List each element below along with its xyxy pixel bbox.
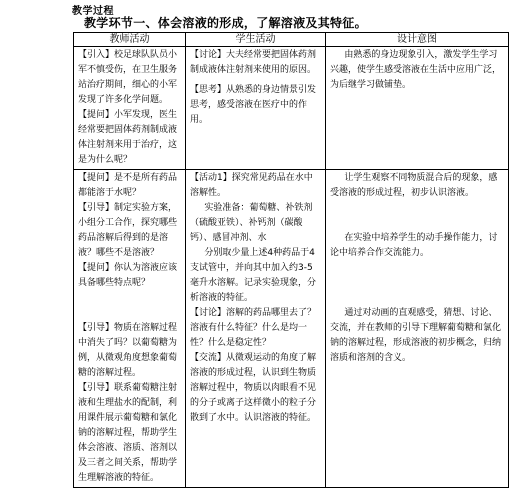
header-student-activity: 学生活动 [186,33,326,47]
section-heading: 教学过程 [72,6,114,17]
table-header-row [74,33,509,47]
design-intent-cell [326,47,509,170]
intent-text: 让学生观察不同物质混合后的现象，感受溶液的形成过程，初步认识溶液。 [330,173,498,198]
teacher-guide-text: 【引导】物质在溶解过程中消失了吗？以葡萄糖为例，从微观角度想象葡萄糖的溶解过程。 [78,323,178,378]
teacher-question-text: 【提问】你认为溶液应该具备哪些特点呢？ [78,263,178,288]
student-discussion-text: 【讨论】溶解的药品哪里去了？溶液有什么特征？什么是均一性？什么是稳定性？ [190,308,317,348]
student-materials-text: 实验准备：葡萄糖、补铁剂（硫酸亚铁）、补钙剂（碳酸钙）、感冒冲剂、水 [190,203,313,243]
teacher-question-text: 【提问】小军发现，医生经常要把固体药剂制成液体注射剂来用于治疗，这是为什么呢？ [78,110,178,165]
lesson-plan-table [73,32,509,488]
header-teacher-activity: 教师活动 [74,33,186,47]
student-activity-cell [186,170,326,488]
teacher-intro-text: 【引入】校足球队队员小军不慎受伤，在卫生服务站治疗期间，细心的小军发现了许多化学问题。 [78,50,178,105]
intent-text: 由熟悉的身边现象引入，激发学生学习兴趣，使学生感受溶液在生活中应用广泛，为后继学习做铺垫。 [330,50,502,90]
student-exchange-text: 【交流】从微观运动的角度了解溶液的形成过程，认识到生物质溶解过程中，物质以肉眼看不见的分子或离子这样微小的粒子分散到了水中。认识溶液的特征。 [190,353,317,423]
teacher-activity-cell [74,47,186,170]
design-intent-cell [326,170,509,488]
teacher-guide-text: 【引导】制定实验方案，小组分工合作，探究哪些药品溶解后得到的是溶液？哪些不是溶液？ [78,203,178,258]
teacher-guide-text: 【引导】联系葡萄糖注射液和生理盐水的配制，利用课件展示葡萄糖和氯化钠的溶解过程，帮助学生体会溶液、溶质、溶剂以及三者之间关系，帮助学生理解溶液的特征。 [78,383,178,483]
student-thinking-text: 【思考】从熟悉的身边情景引发思考，感受溶液在医疗中的作用。 [190,85,317,125]
step-title: 教学环节一、体会溶液的形成，了解溶液及其特征。 [84,16,367,30]
student-discussion-text: 【讨论】大夫经常要把固体药剂制成液体注射剂来使用的原因。 [190,50,317,75]
table-row [74,47,509,170]
teacher-question-text: 【提问】是不是所有药品都能溶于水呢？ [78,173,178,198]
teacher-activity-cell [74,170,186,488]
student-activity-cell [186,47,326,170]
header-design-intent: 设计意图 [326,33,509,47]
intent-text: 通过对动画的直观感受，猜想、讨论、交流，并在教师的引导下理解葡萄糖和氯化钠的溶解过程，形成溶液的初步概念，归纳溶质和溶剂的含义。 [330,308,502,363]
student-procedure-text: 分别取少量上述4种药品于4支试管中，并向其中加入约3-5毫升水溶解。记录实验现象，分析溶液的特征。 [190,248,317,303]
table-row [74,170,509,488]
student-activity-text: 【活动1】探究常见药品在水中溶解性。 [190,173,313,198]
intent-text: 在实验中培养学生的动手操作能力，讨论中培养合作交流能力。 [330,233,498,258]
